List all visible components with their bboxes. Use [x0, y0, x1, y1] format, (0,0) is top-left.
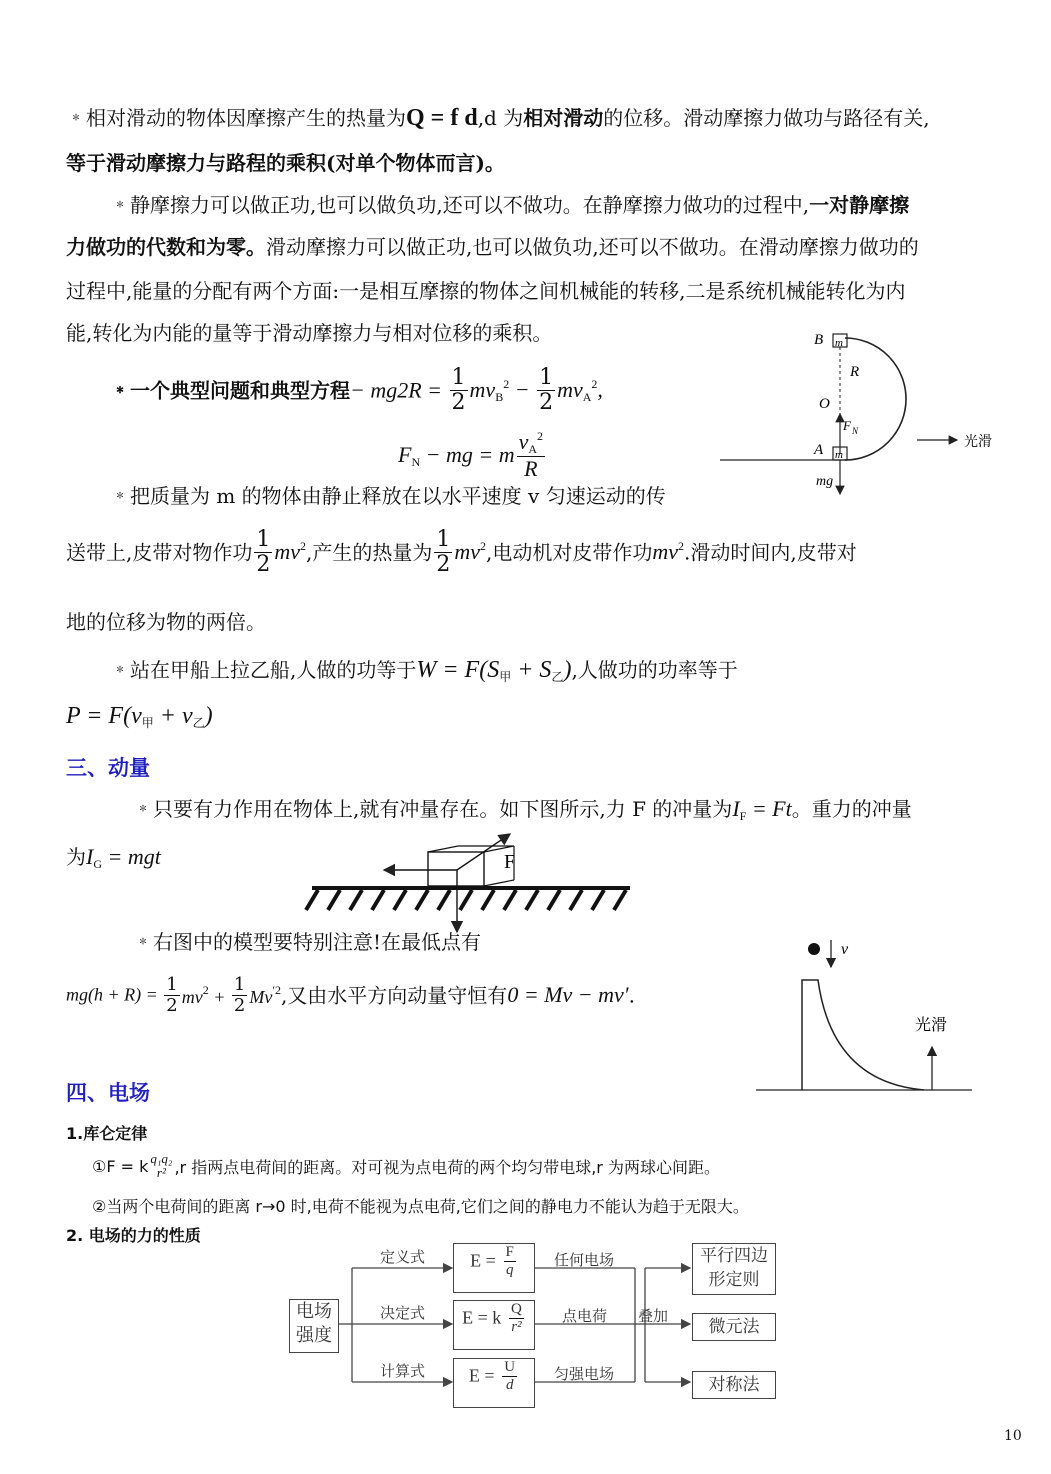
- num: [517, 430, 545, 457]
- para1-line2: 等于滑动摩擦力与路程的乘积(对单个物体而言)。: [66, 151, 505, 175]
- eq-P: [66, 703, 213, 729]
- rhs: = mgt: [102, 844, 161, 869]
- den: 2: [166, 994, 178, 1016]
- mv2: [454, 539, 486, 564]
- text: 滑动摩擦力可以做正功,也可以做负功,还可以不做功。在滑动摩擦力做功的: [266, 235, 919, 259]
- I: I: [86, 844, 94, 869]
- formula-E-F-q: [453, 1243, 535, 1293]
- eq-lhs: − mg2R =: [350, 377, 448, 403]
- mv: mv: [557, 376, 583, 402]
- box-top: [428, 846, 514, 852]
- lhs: E =: [468, 1365, 495, 1386]
- label-smooth: 光滑: [915, 1017, 948, 1034]
- text: ,电动机对皮带作功: [486, 540, 653, 565]
- para7-line2: [66, 975, 635, 1016]
- den: 2: [539, 390, 554, 416]
- eq2: [398, 442, 515, 467]
- para5-line2: [66, 702, 213, 731]
- label-uniform-field: 匀强电场: [554, 1365, 615, 1383]
- line: 形定则: [708, 1270, 760, 1290]
- line: 平行四边: [700, 1246, 768, 1266]
- label-smooth: 光滑: [964, 435, 992, 450]
- Mv2: [249, 982, 281, 1007]
- den: 2: [451, 390, 466, 416]
- plus: + S: [511, 657, 552, 683]
- num: 1: [256, 527, 271, 552]
- num: 1: [166, 974, 178, 995]
- fraction-vA2-R: [517, 430, 545, 481]
- den: 2: [233, 994, 246, 1016]
- den: r²: [511, 1318, 522, 1335]
- bold-text: ﹡一个典型问题和典型方程: [110, 378, 350, 403]
- lhs: E = k: [462, 1307, 502, 1328]
- den: 2: [256, 552, 271, 578]
- text: ,d 为: [477, 106, 524, 130]
- method-microelement: 微元法: [692, 1313, 776, 1341]
- bold-text: 力做功的代数和为零。: [66, 235, 266, 259]
- text: ﹡只要有力作用在物体上,就有冲量存在。如下图所示,力 F 的冲量为: [133, 797, 733, 821]
- para3-line1: [110, 366, 603, 415]
- I: I: [732, 796, 740, 821]
- den: d: [505, 1376, 514, 1393]
- text: ,产生的热量为: [306, 540, 433, 565]
- sup: 2: [300, 539, 307, 554]
- label-O: O: [819, 396, 830, 412]
- page-number: 10: [1004, 1428, 1022, 1444]
- sub: 乙: [192, 716, 205, 730]
- text: ①F = k: [92, 1156, 149, 1176]
- sup: ′2: [272, 982, 281, 997]
- sub: F: [739, 809, 747, 823]
- label-definition: 定义式: [380, 1248, 426, 1266]
- fraction-half: [434, 528, 452, 577]
- label-determination: 决定式: [380, 1304, 426, 1322]
- close: ): [204, 703, 213, 729]
- para3-line2: [398, 430, 547, 481]
- label-m: m: [835, 449, 843, 461]
- para2-line3: 过程中,能量的分配有两个方面:一是相互摩擦的物体之间机械能的转移,二是系统机械能转化为内: [66, 279, 906, 303]
- num: U: [504, 1359, 516, 1375]
- mv: mv: [181, 986, 203, 1007]
- label-F: F: [504, 851, 516, 873]
- num: q₁q₂: [150, 1151, 173, 1166]
- mv2: [652, 539, 684, 564]
- curved-track-diagram: [752, 932, 977, 1097]
- para2-line4: 能,转化为内能的量等于滑动摩擦力与相对位移的乘积。: [66, 321, 553, 345]
- node-field-strength: [289, 1299, 339, 1353]
- fraction-half: [254, 528, 272, 577]
- label-FN-sub: N: [852, 426, 859, 436]
- den: q: [505, 1261, 514, 1278]
- sup: 2: [591, 376, 598, 391]
- line: 强度: [296, 1325, 332, 1346]
- bold-text: 相对滑动: [523, 106, 604, 130]
- line: 电场: [296, 1301, 332, 1322]
- para6-line1: [133, 796, 912, 823]
- sup: 2: [537, 429, 544, 443]
- para4-line2: [66, 528, 857, 577]
- mv: mv: [454, 539, 481, 565]
- para4-line3: 地的位移为物的两倍。: [66, 610, 266, 634]
- text: ,又由水平方向动量守恒有: [280, 983, 508, 1008]
- bold-text: 一对静摩擦: [809, 193, 910, 217]
- sup: 2: [678, 539, 685, 554]
- den: r²: [156, 1165, 166, 1181]
- label-v: v: [841, 941, 849, 958]
- text: ,r 指两点电荷间的距离。对可视为点电荷的两个均匀带电球,r 为两球心间距。: [174, 1157, 720, 1177]
- semicircle-track: [845, 338, 906, 460]
- label-point-charge: 点电荷: [562, 1307, 608, 1325]
- text: 的位移。滑动摩擦力做功与路径有关,: [603, 106, 930, 130]
- fraction-half: [164, 975, 179, 1016]
- para2-line2: [66, 235, 919, 259]
- eq-momentum: 0 = Mv − mv′: [507, 982, 629, 1008]
- coulomb-title: 1.库仑定律: [66, 1124, 148, 1143]
- fraction-half: [232, 975, 247, 1016]
- section-heading-electric-field: 四、电场: [66, 1081, 150, 1105]
- para1-line1: [66, 104, 930, 133]
- sub: 甲: [499, 670, 512, 684]
- text: 为: [66, 845, 86, 869]
- mv: mv: [652, 539, 679, 565]
- text: .滑动时间内,皮带对: [684, 540, 857, 565]
- para5-line1: [110, 656, 738, 685]
- label-FN: F: [843, 418, 851, 433]
- sub: 甲: [141, 716, 154, 730]
- fraction: [504, 1244, 516, 1278]
- mv: mv: [469, 376, 496, 402]
- coulomb-line2: ②当两个电荷间的距离 r→0 时,电荷不能视为点电荷,它们之间的静电力不能认为趋于无限大。: [92, 1197, 749, 1216]
- sup: 2: [480, 539, 487, 554]
- rhs: = Ft: [746, 796, 792, 821]
- F: F: [398, 441, 412, 467]
- den: R: [524, 456, 538, 482]
- coulomb-line1: [92, 1152, 720, 1181]
- para2-line1: [110, 193, 909, 217]
- fraction-q1q2-r2: [150, 1152, 172, 1181]
- fraction-half: [537, 366, 555, 415]
- fraction-half: [450, 366, 468, 415]
- section-heading-momentum: 三、动量: [66, 756, 150, 780]
- den: 2: [436, 552, 451, 578]
- method-parallelogram: [692, 1243, 776, 1295]
- plus: + v: [153, 703, 193, 729]
- mv: mv: [274, 539, 301, 565]
- eqW: W = F(S: [416, 657, 500, 683]
- sub: 乙: [551, 670, 564, 684]
- eq-lhs: mg(h + R) =: [66, 984, 163, 1005]
- label-calculation: 计算式: [380, 1362, 426, 1380]
- eq-IF: [732, 796, 791, 821]
- mid: − mg = m: [420, 441, 515, 467]
- text: ﹡相对滑动的物体因摩擦产生的热量为: [66, 106, 406, 130]
- Mv: Mv: [249, 986, 273, 1007]
- label-R: R: [850, 364, 860, 380]
- num: 1: [539, 365, 554, 390]
- sub: G: [93, 857, 102, 871]
- dot: .: [628, 983, 635, 1008]
- fraction: [502, 1359, 517, 1393]
- sup: 2: [503, 376, 510, 391]
- label-B: B: [814, 332, 824, 348]
- fraction: [509, 1301, 524, 1335]
- formula-E-U-d: [453, 1358, 535, 1408]
- comma: ,: [597, 376, 603, 402]
- box-force-diagram: [292, 826, 637, 936]
- num: Q: [511, 1301, 522, 1317]
- eqP: P = F(v: [66, 703, 142, 729]
- field-title: 2. 电场的力的性质: [66, 1226, 201, 1245]
- num: F: [505, 1244, 514, 1260]
- method-symmetry: 对称法: [692, 1371, 776, 1399]
- term: [557, 377, 603, 402]
- circle-motion-diagram: [712, 322, 1012, 502]
- plus: +: [208, 986, 230, 1007]
- v: v: [518, 429, 529, 454]
- label-m: m: [835, 337, 843, 349]
- curved-block: [802, 980, 924, 1090]
- text: 。重力的冲量: [791, 797, 912, 821]
- num: 1: [436, 527, 451, 552]
- minus: −: [509, 376, 536, 402]
- sub: N: [411, 454, 421, 469]
- ground-hatch: [306, 890, 626, 910]
- label-superposition: 叠加: [638, 1307, 669, 1325]
- label-A: A: [814, 442, 824, 458]
- mv2: [274, 539, 306, 564]
- label-any-field: 任何电场: [554, 1251, 615, 1269]
- sub: B: [495, 389, 504, 404]
- sup: 2: [202, 982, 209, 997]
- para4-line1: ﹡把质量为 m 的物体由静止释放在以水平速度 v 匀速运动的传: [110, 484, 666, 508]
- sub: A: [582, 389, 592, 404]
- para6-line2: [66, 844, 161, 871]
- num: 1: [233, 974, 246, 995]
- close: ): [563, 657, 572, 683]
- mv2: [181, 982, 230, 1007]
- eq-q-fd: Q = f d: [406, 105, 478, 131]
- eq-IG: [86, 844, 161, 869]
- label-mg: mg: [816, 474, 834, 489]
- ball: [808, 943, 820, 955]
- text: 送带上,皮带对物作功: [66, 540, 253, 565]
- term: [470, 377, 536, 402]
- para7-line1: ﹡右图中的模型要特别注意!在最低点有: [133, 930, 482, 954]
- num: 1: [451, 365, 466, 390]
- sub: A: [528, 442, 538, 456]
- text: ﹡静摩擦力可以做正功,也可以做负功,还可以不做功。在静摩擦力做功的过程中,: [110, 193, 810, 217]
- lhs: E =: [470, 1250, 496, 1271]
- text: ,人做功的功率等于: [571, 658, 738, 682]
- eq-W: [416, 657, 571, 683]
- formula-E-kQ-r2: [453, 1300, 535, 1350]
- text: ﹡站在甲船上拉乙船,人做的功等于: [110, 658, 417, 682]
